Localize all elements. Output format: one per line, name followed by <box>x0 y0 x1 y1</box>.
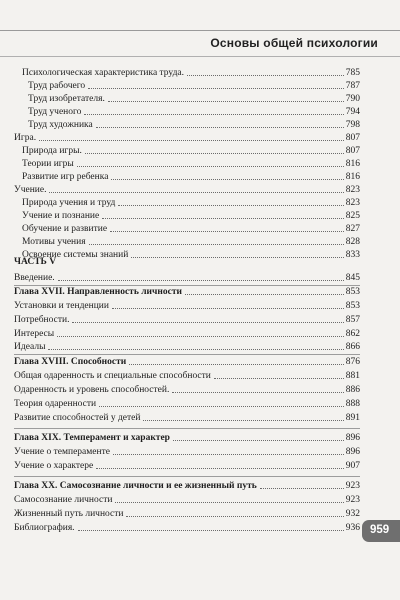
toc-entry: Труд художника 798 <box>28 120 360 130</box>
toc-entry: Развитие способностей у детей 891 <box>14 413 360 423</box>
toc-chapter: Глава XVII. Направленность личности 853 <box>14 287 360 297</box>
toc-entry: Учение. 823 <box>14 185 360 195</box>
toc-entry: Труд изобретателя. 790 <box>28 94 360 104</box>
toc-chapter: Глава XVIII. Способности 876 <box>14 357 360 367</box>
toc-entry: Учение о характере 907 <box>14 461 360 471</box>
toc-entry: Теории игры 816 <box>22 159 360 169</box>
running-header-title: Основы общей психологии <box>210 36 378 50</box>
toc-entry: Введение. 845 <box>14 273 360 283</box>
toc-entry: Установки и тенденции 853 <box>14 301 360 311</box>
chapter-separator <box>14 476 360 477</box>
toc-entry: Развитие игр ребенка 816 <box>22 172 360 182</box>
chapter-separator <box>14 354 360 355</box>
toc-entry: Игра. 807 <box>14 133 360 143</box>
toc-entry: Интересы 862 <box>14 329 360 339</box>
toc-entry: Учение и познание 825 <box>22 211 360 221</box>
toc-entry: Труд ученого 794 <box>28 107 360 117</box>
toc-entry: Психологическая характеристика труда. 785 <box>22 68 360 78</box>
toc-entry: Природа игры. 807 <box>22 146 360 156</box>
toc-entry: Общая одаренность и специальные способности 881 <box>14 371 360 381</box>
toc-entry: Идеалы 866 <box>14 342 360 352</box>
toc-entry: Одаренность и уровень способностей. 886 <box>14 385 360 395</box>
toc-entry: Жизненный путь личности 932 <box>14 509 360 519</box>
toc-chapter: Глава XIX. Темперамент и характер 896 <box>14 433 360 443</box>
toc-entry: Мотивы учения 828 <box>22 237 360 247</box>
page-number: 959 <box>370 524 390 536</box>
chapter-separator <box>14 428 360 429</box>
toc-entry: Потребности. 857 <box>14 315 360 325</box>
toc-chapter: Глава XX. Самосознание личности и ее жизненный путь 923 <box>14 481 360 491</box>
toc-entry: Учение о темпераменте 896 <box>14 447 360 457</box>
toc-entry: Теория одаренности 888 <box>14 399 360 409</box>
part-heading: ЧАСТЬ V <box>14 257 57 267</box>
toc-entry: Библиография. 936 <box>14 523 360 533</box>
toc-entry: Природа учения и труд 823 <box>22 198 360 208</box>
toc-entry: Труд рабочего 787 <box>28 81 360 91</box>
toc-entry: Обучение и развитие 827 <box>22 224 360 234</box>
toc-entry: Освоение системы знаний 833 <box>22 250 360 260</box>
toc-entry: Самосознание личности 923 <box>14 495 360 505</box>
